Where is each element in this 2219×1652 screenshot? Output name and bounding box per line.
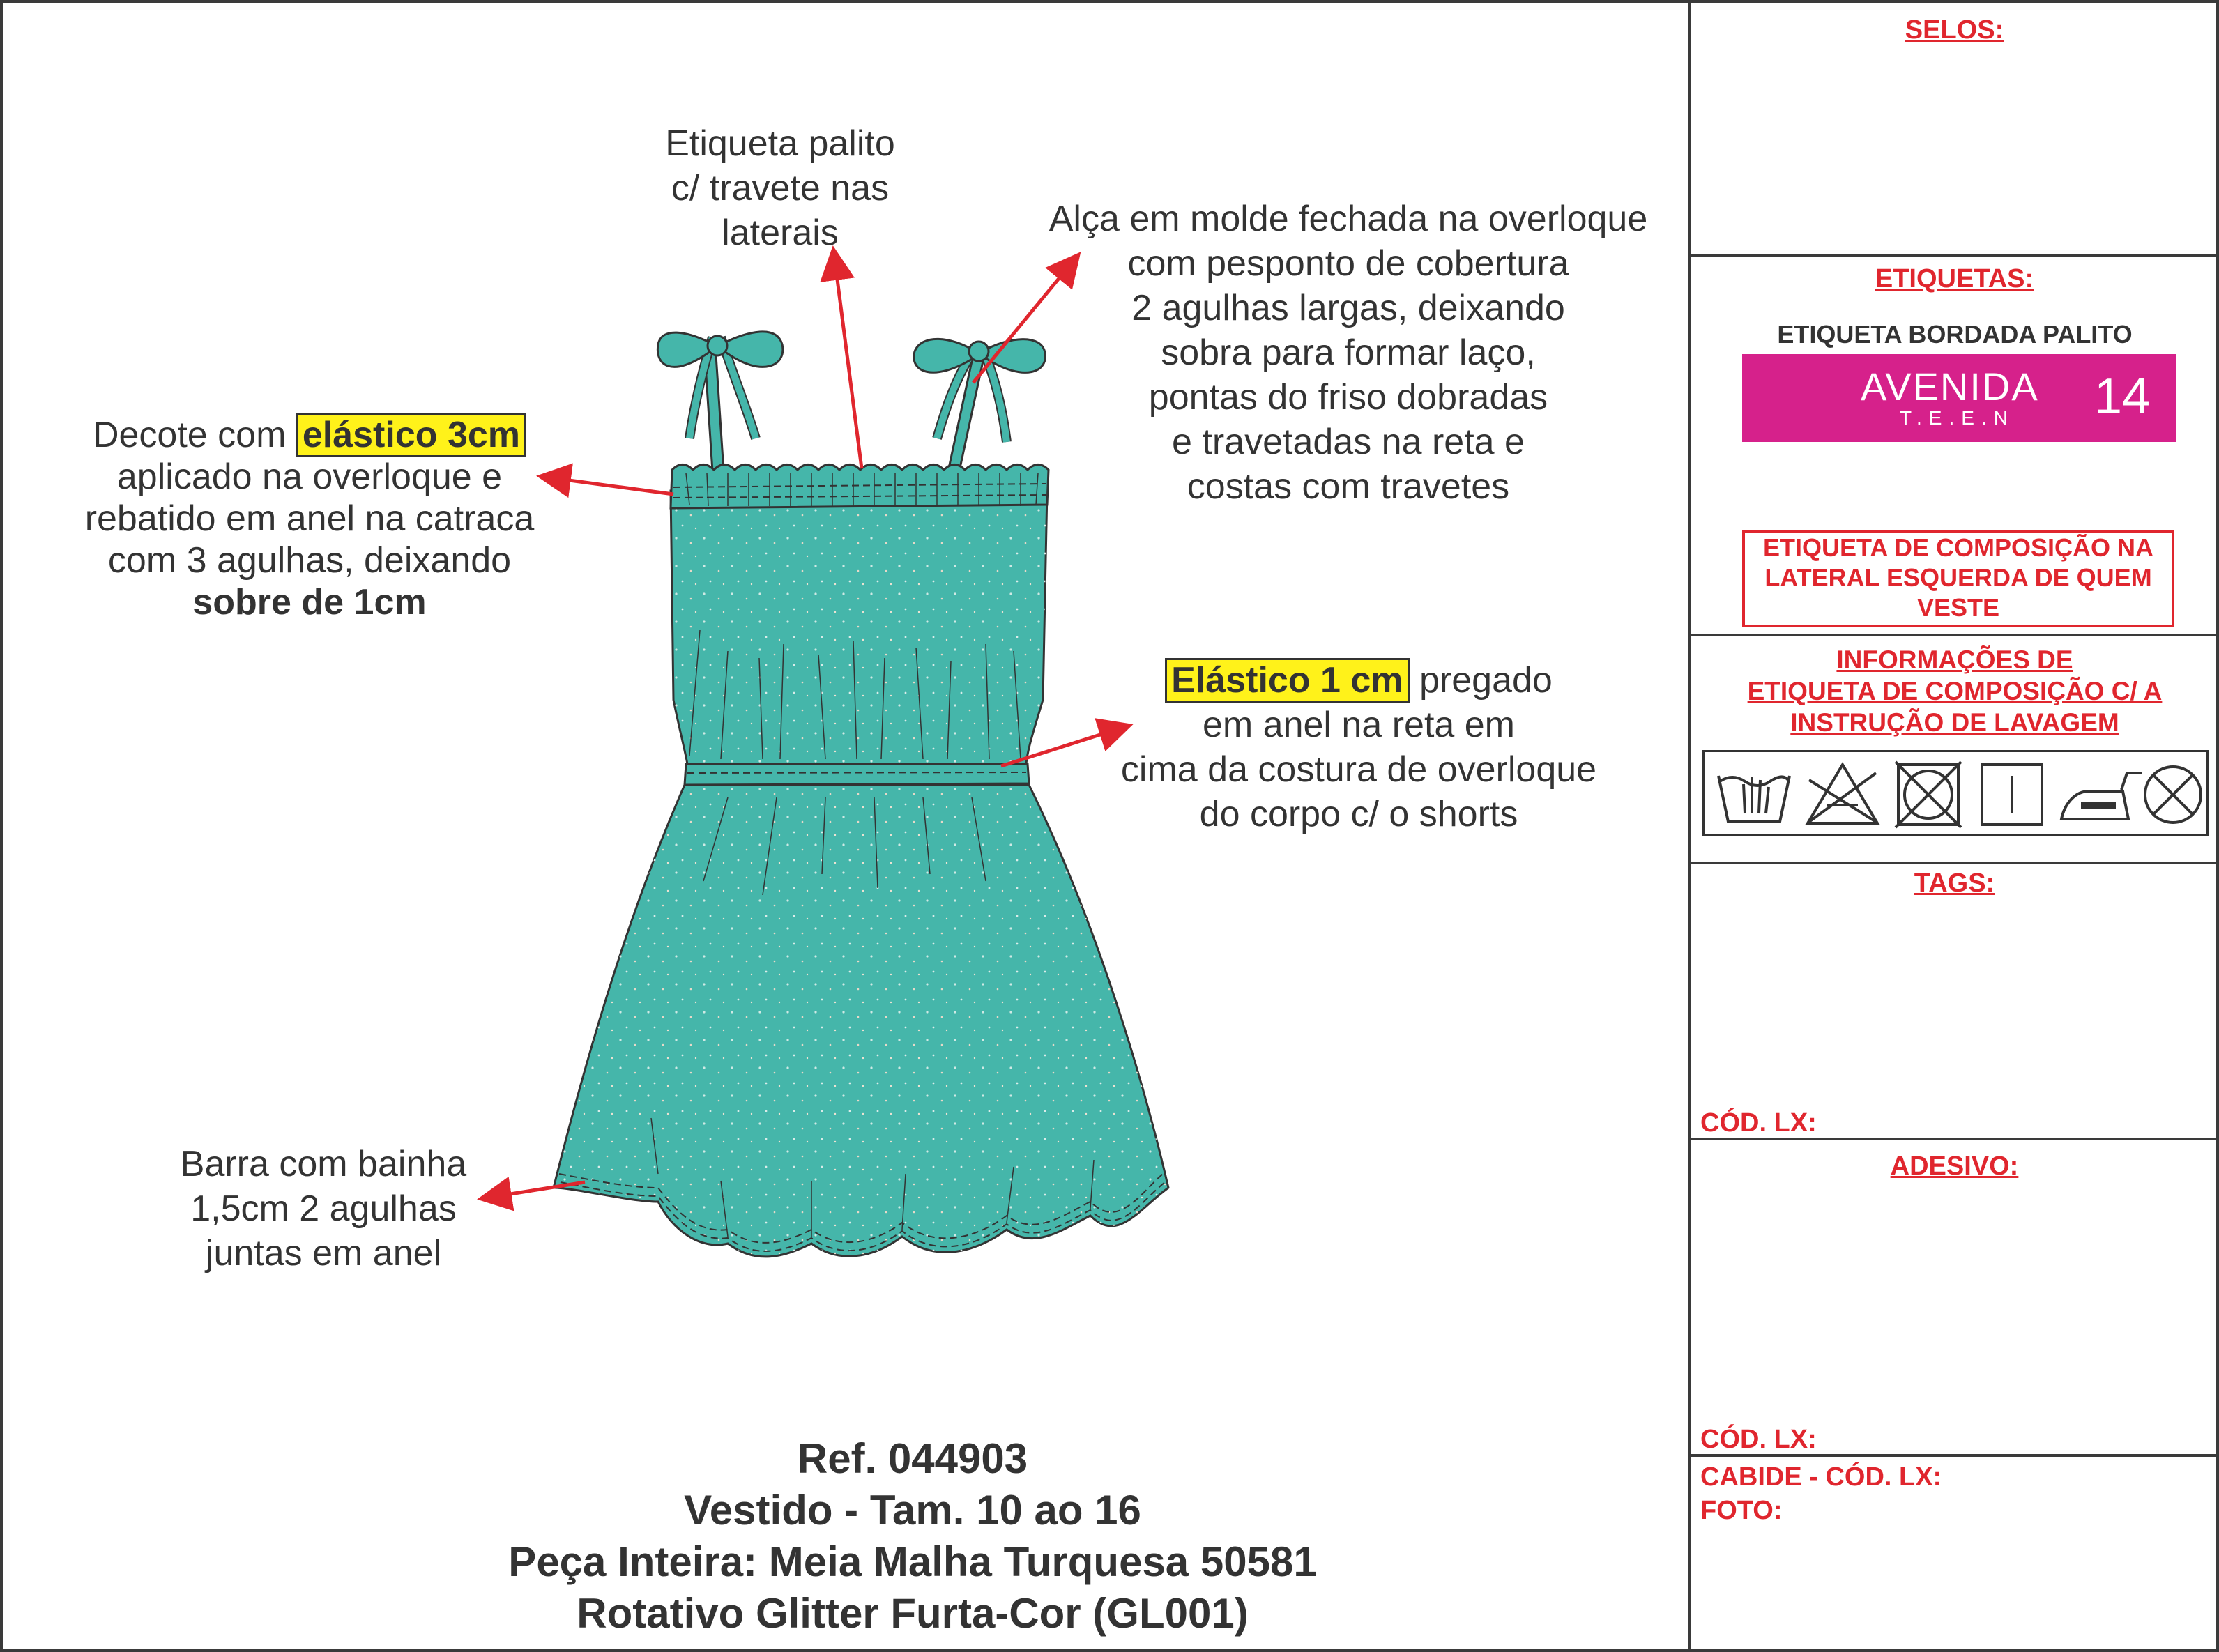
composicao-line: ETIQUETA DE COMPOSIÇÃO NA	[1762, 533, 2154, 562]
note-line: com 3 agulhas, deixando	[107, 540, 512, 581]
informacoes-line: INFORMAÇÕES DE	[1836, 645, 2073, 674]
note-line: laterais	[722, 213, 839, 253]
no-tumble-dry-icon	[1896, 762, 1961, 827]
print-description: Rotativo Glitter Furta-Cor (GL001)	[577, 1590, 1249, 1637]
ref-number: Ref. 044903	[797, 1435, 1028, 1482]
brand-subtitle: T.E.E.N	[1900, 407, 2015, 429]
cod-lx-tags: CÓD. LX:	[1700, 1108, 1817, 1138]
selos-heading: SELOS:	[1905, 15, 2004, 45]
note-etiqueta-palito	[616, 121, 944, 255]
informacoes-line: INSTRUÇÃO DE LAVAGEM	[1790, 708, 2119, 737]
composicao-line: LATERAL ESQUERDA DE QUEM	[1764, 563, 2152, 592]
note-elastico-1cm	[1076, 658, 1641, 836]
note-line: cima da costura de overloque	[1120, 749, 1597, 790]
note-line: com pesponto de cobertura	[1127, 243, 1569, 284]
note-line: em anel na reta em	[1202, 705, 1516, 745]
note-line	[1076, 658, 1641, 703]
composicao-box	[1742, 530, 2174, 627]
no-bleach-icon	[1808, 765, 1877, 823]
brand-label	[1742, 354, 2176, 442]
note-line: juntas em anel	[205, 1233, 442, 1274]
informacoes-line: ETIQUETA DE COMPOSIÇÃO C/ A	[1747, 677, 2163, 705]
note-barra	[128, 1142, 519, 1276]
highlight-elastico-3cm: elástico 3cm	[296, 413, 526, 457]
note-line: c/ travete nas	[671, 168, 890, 208]
note-bold-line: sobre de 1cm	[192, 582, 427, 622]
highlight-elastico-1cm: Elástico 1 cm	[1165, 658, 1409, 703]
line-dry-icon	[1982, 765, 2042, 825]
skirt	[554, 785, 1168, 1257]
waistband	[685, 764, 1029, 785]
note-line: 1,5cm 2 agulhas	[190, 1188, 457, 1229]
note-line: costas com travetes	[1187, 466, 1510, 507]
adesivo-heading: ADESIVO:	[1890, 1152, 2019, 1181]
note-line: rebatido em anel na catraca	[84, 498, 535, 539]
note-line: 2 agulhas largas, deixando	[1131, 288, 1565, 328]
foto-label: FOTO:	[1700, 1496, 1783, 1525]
note-text: pregado	[1409, 660, 1553, 701]
product-name: Vestido - Tam. 10 ao 16	[684, 1487, 1141, 1534]
panel-rule	[1690, 862, 2219, 864]
note-line: e travetadas na reta e	[1172, 422, 1525, 462]
care-symbols	[1702, 750, 2209, 836]
etiquetas-heading: ETIQUETAS:	[1875, 264, 2034, 293]
note-line: Etiqueta palito	[665, 123, 895, 164]
iron-icon	[2061, 773, 2142, 819]
cabide-cod-lx: CABIDE - CÓD. LX:	[1700, 1462, 1942, 1492]
note-line: Alça em molde fechada na overloque	[1049, 199, 1648, 239]
cod-lx-adesivo: CÓD. LX:	[1700, 1425, 1817, 1454]
note-text: Decote com	[92, 415, 296, 455]
note-line: pontas do friso dobradas	[1148, 377, 1548, 418]
note-line: Barra com bainha	[180, 1144, 467, 1184]
panel-rule	[1690, 634, 2219, 636]
note-line: sobra para formar laço,	[1161, 332, 1536, 373]
panel-divider	[1688, 3, 1691, 1652]
no-dry-clean-icon	[2145, 767, 2201, 823]
title-block	[393, 1433, 1432, 1639]
brand-number: 14	[2094, 369, 2151, 425]
fabric-description: Peça Inteira: Meia Malha Turquesa 50581	[508, 1538, 1317, 1585]
tags-heading: TAGS:	[1914, 869, 1995, 898]
composicao-line: VESTE	[1916, 593, 2000, 622]
panel-rule	[1690, 254, 2219, 257]
etiqueta-bordada-caption: ETIQUETA BORDADA PALITO	[1777, 320, 2133, 349]
brand-name: AVENIDA	[1861, 365, 2039, 408]
note-line: do corpo c/ o shorts	[1199, 794, 1518, 834]
informacoes-heading	[1704, 644, 2206, 738]
note-decote	[66, 414, 554, 623]
hand-wash-icon	[1718, 776, 1790, 822]
note-line: aplicado na overloque e	[116, 457, 503, 497]
bodice	[671, 465, 1049, 765]
left-strap	[657, 332, 783, 471]
note-line	[66, 414, 554, 456]
note-alca	[1007, 197, 1690, 509]
